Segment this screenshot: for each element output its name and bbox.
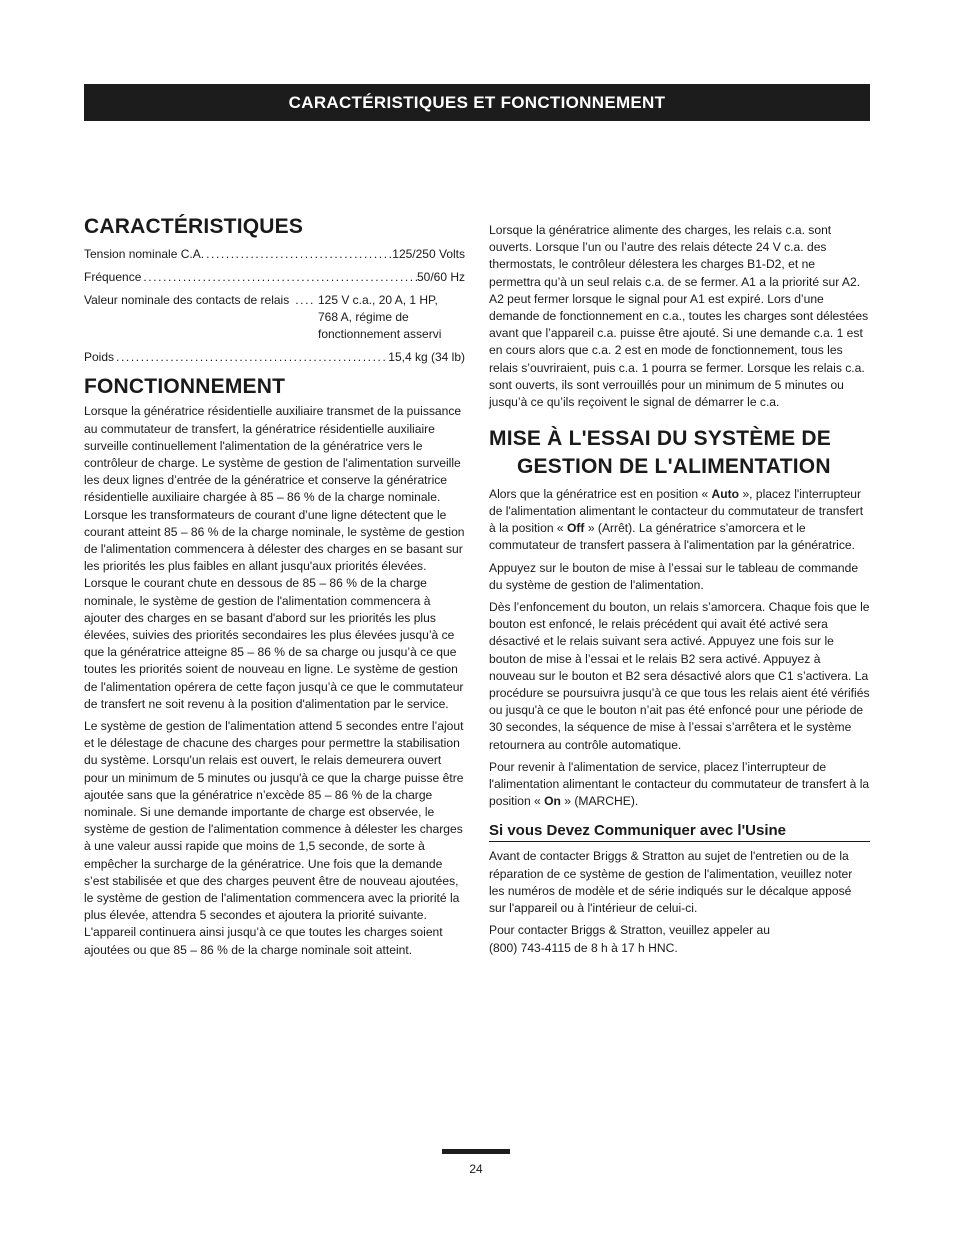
test-paragraph-4 (489, 759, 870, 811)
fonctionnement-paragraph-1: Lorsque la génératrice résidentielle auxiliaire transmet de la puissance au commutateur de transfert, la génératrice résidentielle auxiliaire surveille continuellement l'alimentation de la génératrice vers le contrôleur de charge. Le système de gestion de l'alimentation surveille les deux lignes d’entrée de la génératrice et conserve la génératrice résidentielle auxiliaire chargée à 85 – 86 % de la charge nominale. Lorsque les transformateurs de courant d’une ligne détectent que le courant atteint 85 – 86 % de la charge nominale, le système de gestion de l'alimentation commencera à délester des charges en se basant sur les priorités les plus faibles en allant jusqu'aux priorités élevées. Lorsque le courant chute en dessous de 85 – 86 % de la charge nominale, le système de gestion de l'alimentation commencera à ajouter des charges en se basant d'abord sur les priorités les plus élevées, suivies des priorités secondaires les plus élevées jusqu’à ce que la génératrice atteigne 85 – 86 % de sa charge ou jusqu’à ce que toutes les priorités soient de nouveau en ligne. Le système de gestion de l'alimentation opérera de cette façon jusqu’à ce que le commutateur de transfert ne soit revenu à la position d'alimentation par le service. (84, 404, 465, 711)
dot-leader (114, 349, 388, 366)
spec-row-tension (84, 246, 465, 263)
text-run: Alors que la génératrice est en position « (489, 486, 712, 501)
caracteristiques-heading: CARACTÉRISTIQUES (84, 215, 304, 238)
page-number: 24 (469, 1162, 483, 1176)
spec-value: 15,4 kg (34 lb) (388, 350, 465, 365)
dot-leader (204, 246, 392, 263)
spec-row-poids (84, 349, 465, 366)
on-keyword: On (544, 794, 561, 809)
fonctionnement-paragraph-2: Le système de gestion de l'alimentation attend 5 secondes entre l’ajout et le délestage de chacune des charges pour permettre la stabilisation du système. Lorsqu'un relais est ouvert, le relais demeurera ouvert pour un minimum de 5 minutes ou jusqu'à ce que la charge puisse être ajoutée sans que la génératrice n’excède 85 – 86 % de la charge nominale. Si une demande importante de charge est observée, le système de gestion de l'alimentation commence à délester les charges à une valeur aussi rapide que moins de 1,5 seconde, de sorte à empêcher la surcharge de la génératrice. Une fois que la demande s’est stabilisée et que des charges peuvent être de nouveau ajoutées, le système de gestion de l'alimentation commencera avec la priorité la plus élevée, attendra 5 secondes et ajoutera la priorité suivante. L'appareil continuera ainsi jusqu’à ce que toutes les charges soient ajoutées ou que 85 – 86 % de la charge nominale soit atteint. (84, 719, 464, 957)
mise-a-lessai-heading: MISE À L'ESSAI DU SYSTÈME DE GESTION DE L'ALIMENTATION (489, 427, 831, 478)
test-paragraph-3: Dès l’enfoncement du bouton, un relais s’amorcera. Chaque fois que le bouton est enfoncé, le relais précédent qui avait été activé sera désactivé et le relais suivant sera activé. Appuyez une fois sur le bouton de mise à l’essai et le relais B2 sera activé. Appuyez à nouveau sur le bouton et B2 sera désactivé alors que C1 s’activera. La procédure se poursuivra jusqu’à ce que tous les relais aient été vérifiés ou jusqu'à ce que le bouton n’ait pas été enfoncé pour une période de 30 secondes, la séquence de mise à l’essai s’arrêtera et le système retournera au contrôle automatique. (489, 600, 870, 752)
fonctionnement-heading: FONCTIONNEMENT (84, 375, 286, 399)
spec-row-contact-rating (84, 292, 465, 343)
text-run: », placez l'interrupteur de l'alimentation alimentant le contacteur du commutateur de transfert à la position « (489, 486, 864, 536)
contact-paragraph-1: Avant de contacter Briggs & Stratton au sujet de l'entretien ou de la réparation de ce système de gestion de l'alimentation, veuillez noter les numéros de modèle et de série indiqués sur le décalque apposé sur l'appareil ou à l'intérieur de celui-ci. (489, 849, 853, 916)
text-run: Pour revenir à l'alimentation de service, placez l’interrupteur de l'alimentation alimentant le contacteur du commutateur de transfert à la position « (489, 759, 870, 809)
page-number-rule (442, 1149, 510, 1154)
spec-label: Valeur nominale des contacts de relais (84, 293, 290, 308)
contact-paragraph-2 (489, 922, 870, 956)
left-column (84, 214, 465, 964)
dot-leader (141, 269, 417, 286)
section-banner: CARACTÉRISTIQUES ET FONCTIONNEMENT (84, 84, 870, 121)
off-keyword: Off (567, 521, 585, 536)
spec-label: Tension nominale C.A. (84, 247, 205, 262)
spec-value: 125 V c.a., 20 A, 1 HP, 768 A, régime de fonctionnement asservi (317, 293, 442, 342)
spec-label: Fréquence (84, 270, 142, 285)
dot-leader: .... (295, 293, 315, 308)
spec-value: 50/60 Hz (416, 270, 465, 285)
auto-keyword: Auto (711, 486, 740, 501)
spec-value: 125/250 Volts (392, 247, 465, 262)
relais-ca-paragraph: Lorsque la génératrice alimente des charges, les relais c.a. sont ouverts. Lorsque l’un ou l’autre des relais détecte 24 V c.a. des thermostats, le contrôleur délestera les charges B1-D2, et ne permettra qu’à un seul relais c.a. de se fermer. A1 a la priorité sur A2. A2 peut fermer lorsque le signal pour A1 est expiré. Lors d’une demande de fonctionnement en c.a., toutes les charges sont délestées avant que l’appareil c.a. puisse être ajouté. Si une demande c.a. 1 est en cours alors que c.a. 2 est en mode de fonctionnement, tous les relais s’ouvriraient, puis c.a. 1 pourra se fermer. Lorsque les relais c.a. sont ouverts, ils sont verrouillés pour un minimum de 5 minutes ou jusqu’à ce qu’ils reçoivent le signal de démarrer le c.a. (489, 223, 869, 410)
right-column (489, 222, 870, 962)
contact-phone-line: (800) 743-4115 de 8 h à 17 h HNC. (489, 940, 678, 955)
text-run: » (Arrêt). La génératrice s’amorcera et le commutateur de transfert passera à l'alimentation par la génératrice. (489, 521, 855, 553)
spec-row-frequence (84, 269, 465, 286)
test-paragraph-2: Appuyez sur le bouton de mise à l’essai sur le tableau de commande du système de gestion de l'alimentation. (489, 560, 859, 592)
text-run: » (MARCHE). (560, 794, 639, 809)
spec-label: Poids (84, 350, 115, 365)
test-paragraph-1 (489, 486, 870, 555)
contact-heading: Si vous Devez Communiquer avec l'Usine (489, 822, 870, 842)
contact-line-1: Pour contacter Briggs & Stratton, veuillez appeler au (489, 923, 770, 938)
